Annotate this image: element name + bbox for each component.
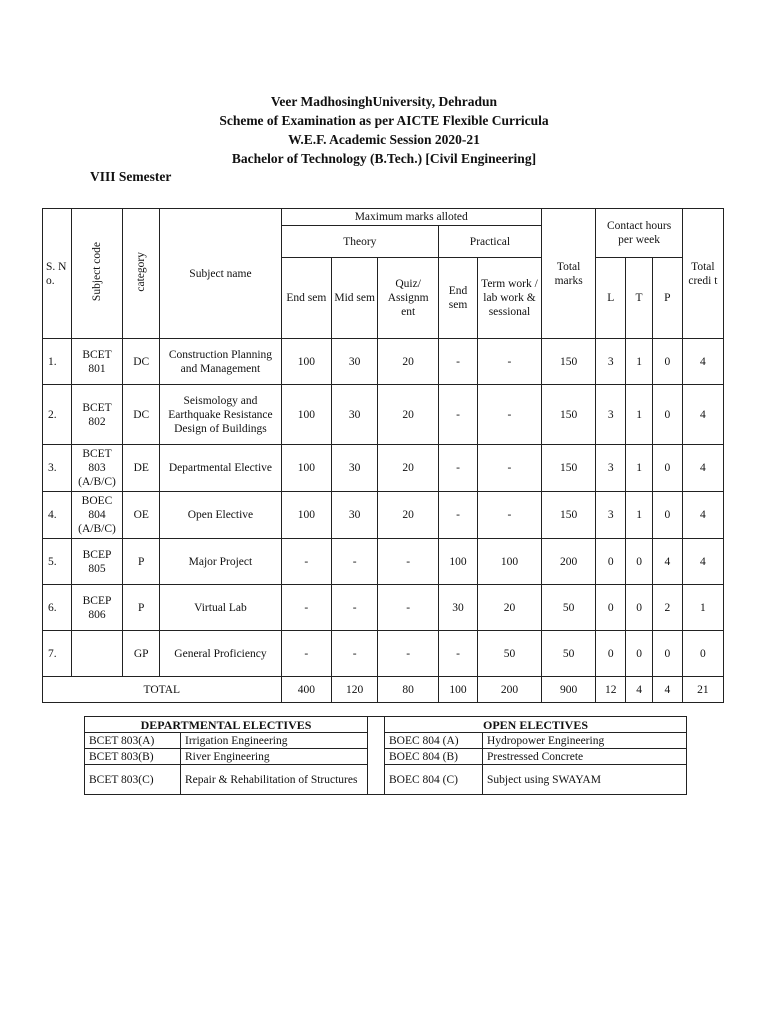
row-credit: 0 <box>682 631 723 677</box>
header-row-1 <box>43 209 724 226</box>
row-subject-name: Major Project <box>160 539 281 585</box>
practical-end-sem-header: End sem <box>438 258 477 339</box>
total-p: 4 <box>652 677 682 703</box>
row-end-sem: 100 <box>281 339 331 385</box>
row-code: BCEP 805 <box>71 539 122 585</box>
row-end-sem: - <box>281 585 331 631</box>
row-sno: 6. <box>43 585 72 631</box>
table-row <box>43 585 724 631</box>
open-elective-code: BOEC 804 (B) <box>385 749 483 765</box>
row-code: BCET 801 <box>71 339 122 385</box>
total-l: 12 <box>596 677 626 703</box>
row-p: 0 <box>652 445 682 492</box>
row-end-sem: - <box>281 539 331 585</box>
row-quiz: - <box>378 539 439 585</box>
row-code <box>71 631 122 677</box>
practical-header: Practical <box>438 226 541 258</box>
row-practical-end-sem: - <box>438 339 477 385</box>
subject-code-header: Subject code <box>71 209 122 339</box>
row-practical-end-sem: - <box>438 445 477 492</box>
total-end-sem: 400 <box>281 677 331 703</box>
open-elective-name: Hydropower Engineering <box>483 733 687 749</box>
row-term-work: 50 <box>478 631 542 677</box>
row-total-marks: 200 <box>541 539 596 585</box>
row-term-work: - <box>478 339 542 385</box>
row-p: 2 <box>652 585 682 631</box>
total-label: TOTAL <box>43 677 282 703</box>
row-t: 1 <box>626 385 653 445</box>
row-p: 0 <box>652 492 682 539</box>
row-end-sem: 100 <box>281 492 331 539</box>
quiz-header: Quiz/ Assignm ent <box>378 258 439 339</box>
departmental-electives-title: DEPARTMENTAL ELECTIVES <box>85 717 368 733</box>
row-total-marks: 150 <box>541 445 596 492</box>
row-category: P <box>123 539 160 585</box>
max-marks-header: Maximum marks alloted <box>281 209 541 226</box>
scheme-table <box>42 208 724 703</box>
row-term-work: 100 <box>478 539 542 585</box>
programme-name: Bachelor of Technology (B.Tech.) [Civil Engineering] <box>231 151 537 166</box>
row-mid-sem: 30 <box>332 445 378 492</box>
total-mid-sem: 120 <box>332 677 378 703</box>
row-practical-end-sem: 30 <box>438 585 477 631</box>
row-credit: 4 <box>682 539 723 585</box>
p-header: P <box>652 258 682 339</box>
row-l: 0 <box>596 631 626 677</box>
row-mid-sem: 30 <box>332 385 378 445</box>
subject-name-header: Subject name <box>160 209 281 339</box>
table-row <box>85 733 687 749</box>
total-row <box>43 677 724 703</box>
table-row <box>43 539 724 585</box>
academic-session: W.E.F. Academic Session 2020-21 <box>288 132 480 147</box>
scheme-title: Scheme of Examination as per AICTE Flexible Curricula <box>219 113 549 128</box>
row-sno: 3. <box>43 445 72 492</box>
row-practical-end-sem: - <box>438 492 477 539</box>
row-credit: 4 <box>682 385 723 445</box>
row-quiz: - <box>378 631 439 677</box>
electives-spacer <box>368 717 385 795</box>
row-category: P <box>123 585 160 631</box>
row-credit: 1 <box>682 585 723 631</box>
row-l: 0 <box>596 539 626 585</box>
total-practical-end-sem: 100 <box>438 677 477 703</box>
table-row <box>85 765 687 795</box>
row-term-work: - <box>478 385 542 445</box>
row-subject-name: General Proficiency <box>160 631 281 677</box>
row-p: 0 <box>652 339 682 385</box>
row-total-marks: 150 <box>541 492 596 539</box>
row-end-sem: 100 <box>281 385 331 445</box>
row-category: DC <box>123 385 160 445</box>
dept-elective-code: BCET 803(C) <box>85 765 181 795</box>
total-quiz: 80 <box>378 677 439 703</box>
dept-elective-code: BCET 803(A) <box>85 733 181 749</box>
row-total-marks: 150 <box>541 339 596 385</box>
row-p: 0 <box>652 385 682 445</box>
open-elective-name: Prestressed Concrete <box>483 749 687 765</box>
row-term-work: - <box>478 445 542 492</box>
row-category: DE <box>123 445 160 492</box>
row-code: BCET 802 <box>71 385 122 445</box>
row-credit: 4 <box>682 339 723 385</box>
row-sno: 5. <box>43 539 72 585</box>
row-t: 1 <box>626 339 653 385</box>
total-credit: 21 <box>682 677 723 703</box>
l-header: L <box>596 258 626 339</box>
row-code: BOEC 804 (A/B/C) <box>71 492 122 539</box>
row-code: BCET 803 (A/B/C) <box>71 445 122 492</box>
sno-header: S. N o. <box>43 209 72 339</box>
row-term-work: 20 <box>478 585 542 631</box>
table-row <box>43 445 724 492</box>
row-t: 0 <box>626 585 653 631</box>
row-p: 0 <box>652 631 682 677</box>
table-row <box>43 339 724 385</box>
university-name: Veer MadhosinghUniversity, Dehradun <box>270 94 498 109</box>
row-category: OE <box>123 492 160 539</box>
row-end-sem: 100 <box>281 445 331 492</box>
row-term-work: - <box>478 492 542 539</box>
row-l: 3 <box>596 445 626 492</box>
total-marks-sum: 900 <box>541 677 596 703</box>
row-subject-name: Open Elective <box>160 492 281 539</box>
row-mid-sem: - <box>332 539 378 585</box>
open-elective-name: Subject using SWAYAM <box>483 765 687 795</box>
row-subject-name: Departmental Elective <box>160 445 281 492</box>
total-marks-header: Total marks <box>541 209 596 339</box>
term-work-header: Term work / lab work & sessional <box>478 258 542 339</box>
row-sno: 1. <box>43 339 72 385</box>
total-term-work: 200 <box>478 677 542 703</box>
row-p: 4 <box>652 539 682 585</box>
row-t: 1 <box>626 445 653 492</box>
row-practical-end-sem: - <box>438 631 477 677</box>
row-total-marks: 50 <box>541 585 596 631</box>
row-l: 3 <box>596 339 626 385</box>
t-header: T <box>626 258 653 339</box>
mid-sem-header: Mid sem <box>332 258 378 339</box>
dept-elective-name: Repair & Rehabilitation of Structures <box>181 765 368 795</box>
row-subject-name: Seismology and Earthquake Resistance Design of Buildings <box>160 385 281 445</box>
row-subject-name: Virtual Lab <box>160 585 281 631</box>
document-header <box>0 92 768 168</box>
row-sno: 4. <box>43 492 72 539</box>
row-l: 3 <box>596 385 626 445</box>
row-mid-sem: - <box>332 585 378 631</box>
category-header: category <box>123 209 160 339</box>
table-row <box>43 492 724 539</box>
dept-elective-name: River Engineering <box>181 749 368 765</box>
row-total-marks: 150 <box>541 385 596 445</box>
row-t: 0 <box>626 631 653 677</box>
dept-elective-code: BCET 803(B) <box>85 749 181 765</box>
row-mid-sem: 30 <box>332 492 378 539</box>
dept-elective-name: Irrigation Engineering <box>181 733 368 749</box>
theory-header: Theory <box>281 226 438 258</box>
row-category: GP <box>123 631 160 677</box>
table-row <box>43 631 724 677</box>
row-quiz: 20 <box>378 445 439 492</box>
row-total-marks: 50 <box>541 631 596 677</box>
semester-label: VIII Semester <box>90 169 172 184</box>
row-t: 0 <box>626 539 653 585</box>
row-sno: 7. <box>43 631 72 677</box>
row-code: BCEP 806 <box>71 585 122 631</box>
end-sem-header: End sem <box>281 258 331 339</box>
row-credit: 4 <box>682 492 723 539</box>
row-quiz: 20 <box>378 339 439 385</box>
row-practical-end-sem: 100 <box>438 539 477 585</box>
row-quiz: - <box>378 585 439 631</box>
row-practical-end-sem: - <box>438 385 477 445</box>
open-electives-title: OPEN ELECTIVES <box>385 717 687 733</box>
table-row <box>85 749 687 765</box>
open-elective-code: BOEC 804 (C) <box>385 765 483 795</box>
electives-table <box>84 716 687 795</box>
electives-header-row <box>85 717 687 733</box>
row-mid-sem: 30 <box>332 339 378 385</box>
contact-hours-header: Contact hours per week <box>596 209 682 258</box>
row-end-sem: - <box>281 631 331 677</box>
row-credit: 4 <box>682 445 723 492</box>
row-category: DC <box>123 339 160 385</box>
open-elective-code: BOEC 804 (A) <box>385 733 483 749</box>
row-sno: 2. <box>43 385 72 445</box>
total-t: 4 <box>626 677 653 703</box>
row-l: 0 <box>596 585 626 631</box>
row-quiz: 20 <box>378 492 439 539</box>
row-t: 1 <box>626 492 653 539</box>
total-credit-header: Total credi t <box>682 209 723 339</box>
row-l: 3 <box>596 492 626 539</box>
row-mid-sem: - <box>332 631 378 677</box>
table-row <box>43 385 724 445</box>
row-quiz: 20 <box>378 385 439 445</box>
row-subject-name: Construction Planning and Management <box>160 339 281 385</box>
